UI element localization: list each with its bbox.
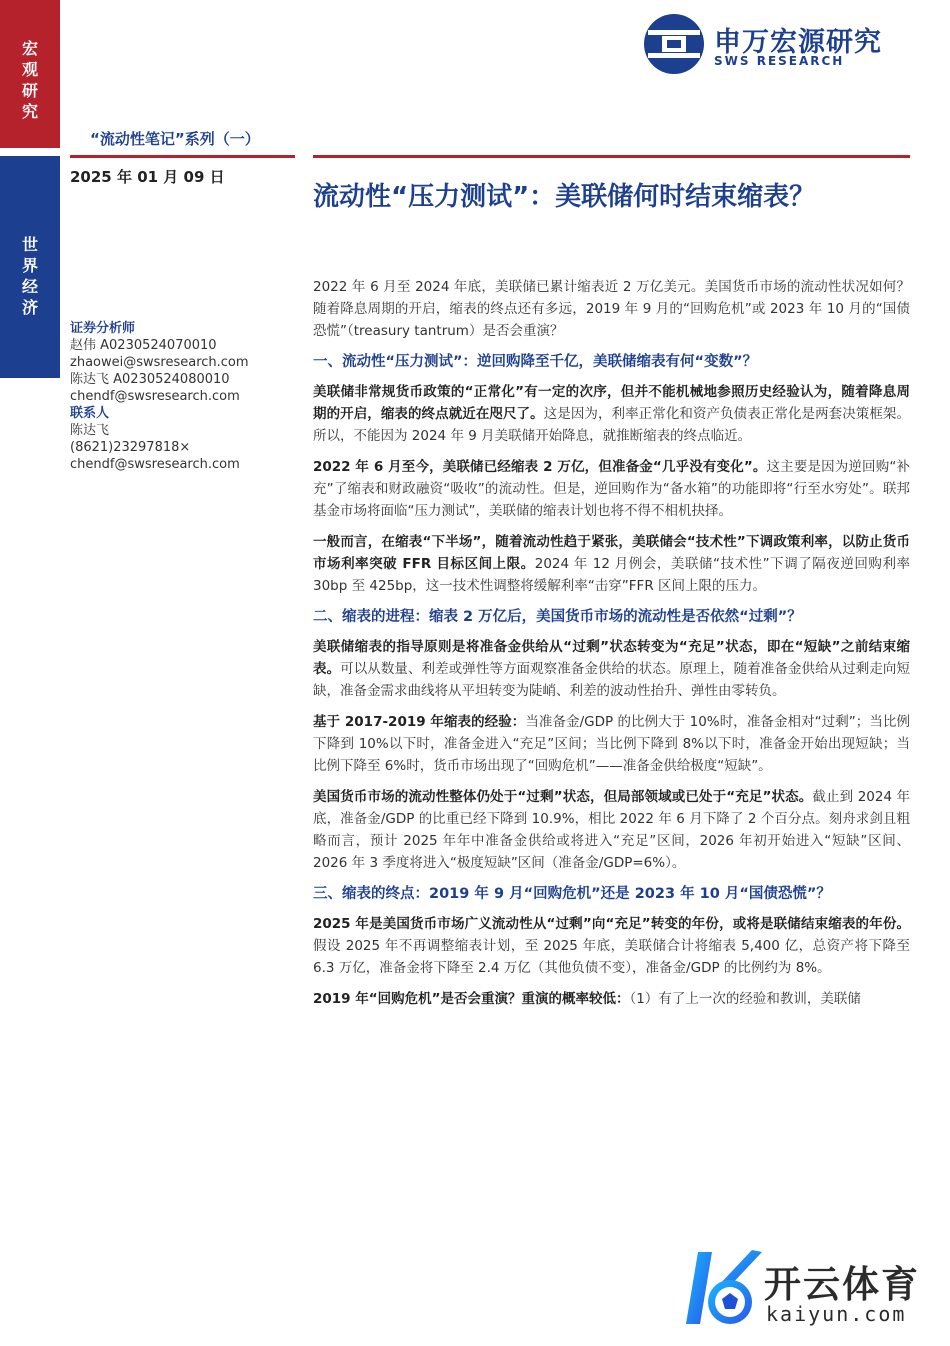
paragraph-lead: 一般而言，在缩表“下半场”，随着流动性趋于紧张，美联储会“技术性”下调政策利率，以防止货币市场利率突破 FFR 目标区间上限。 (313, 534, 910, 572)
watermark-chinese: 开云体育 (764, 1263, 920, 1306)
report-body (313, 276, 910, 1019)
watermark-domain: kaiyun.com (766, 1302, 907, 1326)
sidebar-bottom-band (0, 156, 60, 378)
paragraph-lead: 2022 年 6 月至今，美联储已经缩表 2 万亿，但准备金“几乎没有变化”。 (313, 459, 767, 475)
body-paragraph (313, 381, 910, 447)
analyst-heading: 证券分析师 (70, 321, 136, 336)
logo-chinese-name: 申万宏源研究 (714, 27, 882, 58)
paragraph-lead: 美联储非常规货币政策的“正常化”有一定的次序，但并不能机械地参照历史经验认为，随着降息周期的开启，缩表的终点就近在咫尺了。 (313, 384, 910, 422)
contact-line: chendf@swsresearch.com (70, 457, 240, 472)
sws-logo (642, 12, 904, 76)
report-title: 流动性“压力测试”：美联储何时结束缩表？ (313, 182, 816, 212)
logo-english-name: SWS RESEARCH (714, 54, 845, 68)
sidebar-bottom-label: 世界经济 (21, 235, 38, 317)
paragraph-lead: 美联储缩表的指导原则是将准备金供给从“过剩”状态转变为“充足”状态，即在“短缺”之前结束缩表。 (313, 639, 910, 677)
report-date: 2025 年 01 月 09 日 (70, 168, 225, 186)
paragraph-text: 截止到 2024 年底，准备金/GDP 的比重已经下降到 10.9%，相比 2022 年 6 月下降了 2 个百分点。刻舟求剑且粗略而言，预计 2025 年年中准备金供给或将进入“充足”区间，2026 年初开始进入“短缺”区间、2026 年 3 季度将进入“极度短缺”区间（准备金/GDP=6%）。 (313, 789, 910, 871)
analyst-line: 赵伟 A0230524070010 (70, 338, 217, 353)
analyst-line: zhaowei@swsresearch.com (70, 355, 249, 370)
paragraph-text: 这是因为，利率正常化和资产负债表正常化是两套决策框架。所以，不能因为 2024 年 9 月美联储开始降息，就推断缩表的终点临近。 (313, 406, 911, 444)
paragraph-text: 假设 2025 年不再调整缩表计划，至 2025 年底，美联储合计将缩表 5,400 亿，总资产将下降至 6.3 万亿，准备金将下降至 2.4 万亿（其他负债不变），准备金/GDP 的比例约为 8%。 (313, 938, 910, 976)
paragraph-text: 2024 年 12 月例会，美联储“技术性”下调了隔夜逆回购利率 30bp 至 425bp，这一技术性调整将缓解利率“击穿”FFR 区间上限的压力。 (313, 556, 910, 594)
body-paragraph (313, 711, 910, 777)
series-label: “流动性笔记”系列（一） (90, 130, 260, 148)
paragraph-text: 当准备金/GDP 的比例大于 10%时，准备金相对“过剩”；当比例下降到 10%以下时，准备金进入“充足”区间；当比例下降到 8%以下时，准备金开始出现短缺；当比例下降至 6%时，货币市场出现了“回购危机”——准备金供给极度“短缺”。 (313, 714, 910, 774)
sidebar-top-band (0, 0, 60, 148)
sidebar-top-label: 宏观研究 (21, 39, 38, 121)
body-paragraph (313, 786, 910, 874)
contact-heading: 联系人 (70, 406, 110, 421)
paragraph-text: （1）有了上一次的经验和教训，美联储 (629, 991, 861, 1007)
section-heading-2: 二、缩表的进程：缩表 2 万亿后，美国货币市场的流动性是否依然“过剩”？ (313, 609, 802, 625)
paragraph-lead: 2025 年是美国货币市场广义流动性从“过剩”向“充足”转变的年份，或将是联储结束缩表的年份。 (313, 916, 910, 932)
contact-line: 陈达飞 (70, 423, 110, 438)
kaiyun-watermark (668, 1246, 940, 1336)
section-heading-1: 一、流动性“压力测试”：逆回购降至千亿，美联储缩表有何“变数”？ (313, 354, 758, 370)
body-paragraph (313, 988, 910, 1010)
paragraph-lead: 基于 2017-2019 年缩表的经验： (313, 714, 526, 730)
paragraph-lead: 2019 年“回购危机”是否会重演？重演的概率较低： (313, 991, 630, 1007)
body-paragraph (313, 913, 910, 979)
sws-logo-icon (642, 12, 706, 76)
analyst-line: 陈达飞 A0230524080010 (70, 372, 230, 387)
body-paragraph (313, 456, 910, 522)
header-rule-left (70, 155, 295, 158)
kaiyun-logo-icon (668, 1246, 764, 1336)
analyst-line: chendf@swsresearch.com (70, 389, 240, 404)
analyst-block (70, 320, 300, 473)
body-paragraph (313, 531, 910, 597)
header-rule-right (313, 155, 910, 158)
contact-line: (8621)23297818× (70, 440, 191, 455)
paragraph-lead: 美国货币市场的流动性整体仍处于“过剩”状态，但局部领域或已处于“充足”状态。 (313, 789, 813, 805)
intro-paragraph: 2022 年 6 月至 2024 年底，美联储已累计缩表近 2 万亿美元。美国货币市场的流动性状况如何？随着降息周期的开启，缩表的终点还有多远，2019 年 9 月的“回购危机”或 2023 年 10 月的“国债恐慌”（treasury tantrum）是否会重演？ (313, 279, 910, 339)
paragraph-text: 可以从数量、利差或弹性等方面观察准备金供给的状态。原理上，随着准备金供给从过剩走向短缺，准备金需求曲线将从平坦转变为陡峭、利差的波动性抬升、弹性由零转负。 (313, 661, 910, 699)
section-heading-3: 三、缩表的终点：2019 年 9 月“回购危机”还是 2023 年 10 月“国债恐慌”？ (313, 886, 831, 902)
body-paragraph (313, 636, 910, 702)
paragraph-text: 这主要是因为逆回购“补充”了缩表和财政融资“吸收”的流动性。但是，逆回购作为“备水箱”的功能即将“行至水穷处”。联邦基金市场将面临“压力测试”，美联储的缩表计划也将不得不相机抉择。 (313, 459, 910, 519)
